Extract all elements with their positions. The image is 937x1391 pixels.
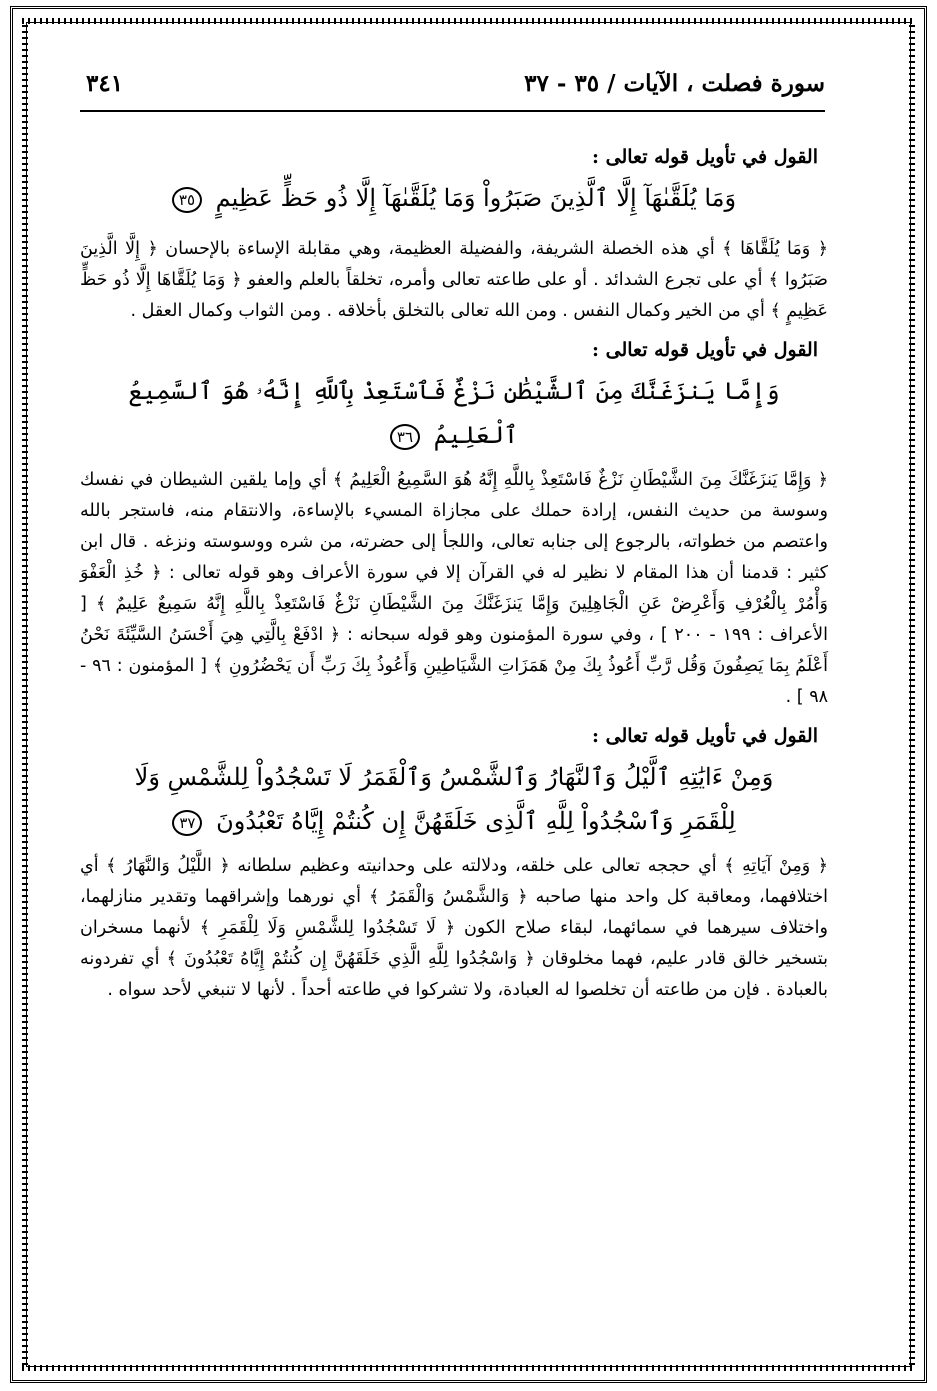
commentary-paragraph [80,465,828,713]
quran-verse [80,755,828,843]
quran-verse [80,369,828,457]
quran-verse [80,176,828,220]
commentary-paragraph [80,234,828,327]
section-heading: القول في تأويل قوله تعالى : [592,146,818,168]
commentary-paragraph [80,851,828,1006]
section-verse-35 [80,140,828,327]
verse-text: وَإِمَّا يَنزَغَنَّكَ مِنَ ٱلشَّيْطَٰنِ نَزْغٌ فَٱسْتَعِذْ بِٱللَّهِ إِنَّهُۥ هُوَ ٱلسَّمِيعُ ٱلْعَلِيمُ [128,377,780,449]
section-verse-37 [80,719,828,1006]
verse-number-badge: ٣٧ [172,810,202,836]
section-verse-36 [80,333,828,713]
verse-text: وَمِنْ ءَايَٰتِهِ ٱلَّيْلُ وَٱلنَّهَارُ وَٱلشَّمْسُ وَٱلْقَمَرُ لَا تَسْجُدُواْ لِلشَّمْسِ وَلَا لِلْقَمَرِ وَٱسْجُدُواْ لِلَّهِ ٱلَّذِى خَلَقَهُنَّ إِن كُنتُمْ إِيَّاهُ تَعْبُدُونَ [134,763,774,835]
page-number: ٣٤١ [86,70,124,97]
paragraph-text: ﴿ وَإِمَّا يَنزَغَنَّكَ مِنَ الشَّيْطَانِ نَزْغٌ فَاسْتَعِذْ بِاللَّهِ إِنَّهُ هُوَ السَّمِيعُ الْعَلِيمُ ﴾ أي وإما يلقين الشيطان في نفسك وسوسة من حديث النفس، إرادة حملك على مجازاة المسيء بالإساءة، والانتقام منه، فاستجر بالله واعتصم من خطواته، بالرجوع إلى جنابه تعالى، واللجأ إلى حضرته، من شره ووسوسته ونزغه . قال ابن كثير : قدمنا أن هذا المقام لا نظير له في القرآن إلا في سورة الأعراف وهو قوله تعالى : ﴿ خُذِ الْعَفْوَ وَأْمُرْ بِالْعُرْفِ وَأَعْرِضْ عَنِ الْجَاهِلِينَ وَإِمَّا يَنزَغَنَّكَ مِنَ الشَّيْطَانِ نَزْغٌ فَاسْتَعِذْ بِاللَّهِ إِنَّهُ سَمِيعٌ عَلِيمٌ ﴾ [ الأعراف : ١٩٩ - ٢٠٠ ] ، وفي سورة المؤمنون وهو قوله سبحانه : ﴿ ادْفَعْ بِالَّتِي هِيَ أَحْسَنُ السَّيِّئَةَ نَحْنُ أَعْلَمُ بِمَا يَصِفُونَ وَقُل رَّبِّ أَعُوذُ بِكَ مِنْ هَمَزَاتِ الشَّيَاطِينِ وَأَعُوذُ بِكَ رَبِّ أَن يَحْضُرُونِ ﴾ [ المؤمنون : ٩٦ - ٩٨ ] . [80,470,828,707]
verse-text: وَمَا يُلَقَّىٰهَآ إِلَّا ٱلَّذِينَ صَبَرُواْ وَمَا يُلَقَّىٰهَآ إِلَّا ذُو حَظٍّ عَظِيمٍ [215,184,737,212]
paragraph-text: ﴿ وَمَا يُلَقَّاهَا ﴾ أي هذه الخصلة الشريفة، والفضيلة العظيمة، وهي مقابلة الإساءة بالإحسان ﴿ إِلَّا الَّذِينَ صَبَرُوا ﴾ أي على تجرع الشدائد . أو على طاعته تعالى وأمره، تخلقاً بالعلم والعفو ﴿ وَمَا يُلَقَّاهَا إِلَّا ذُو حَظٍّ عَظِيمٍ ﴾ أي من الخير وكمال النفس . ومن الله تعالى بالتخلق بأخلاقه . ومن الثواب وكمال العقل . [80,239,828,321]
page-content [80,140,828,1012]
section-heading: القول في تأويل قوله تعالى : [592,339,818,361]
page-header [80,66,825,112]
running-title: سورة فصلت ، الآيات / ٣٥ - ٣٧ [524,70,825,97]
paragraph-text: ﴿ وَمِنْ آيَاتِهِ ﴾ أي حججه تعالى على خلقه، ودلالته على وحدانيته وعظيم سلطانه ﴿ اللَّيْلُ وَالنَّهَارُ ﴾ أي اختلافهما، ومعاقبة كل واحد منها صاحبه ﴿ وَالشَّمْسُ وَالْقَمَرُ ﴾ أي نورهما وإشراقهما وتقدير منازلهما، واختلاف سيرهما في سمائهما، لبقاء صلاح الكون ﴿ لَا تَسْجُدُوا لِلشَّمْسِ وَلَا لِلْقَمَرِ ﴾ لأنهما مسخران بتسخير خالق قادر عليم، فهما مخلوقان ﴿ وَاسْجُدُوا لِلَّهِ الَّذِي خَلَقَهُنَّ إِن كُنتُمْ إِيَّاهُ تَعْبُدُونَ ﴾ أي تفردونه بالعبادة . فإن من طاعته أن تخلصوا له العبادة، ولا تشركوا في طاعته أحداً . لأنها لا تنبغي لأحد سواه . [80,856,828,1000]
verse-number-badge: ٣٦ [390,424,420,450]
verse-number-badge: ٣٥ [172,187,202,213]
section-heading: القول في تأويل قوله تعالى : [592,725,818,747]
